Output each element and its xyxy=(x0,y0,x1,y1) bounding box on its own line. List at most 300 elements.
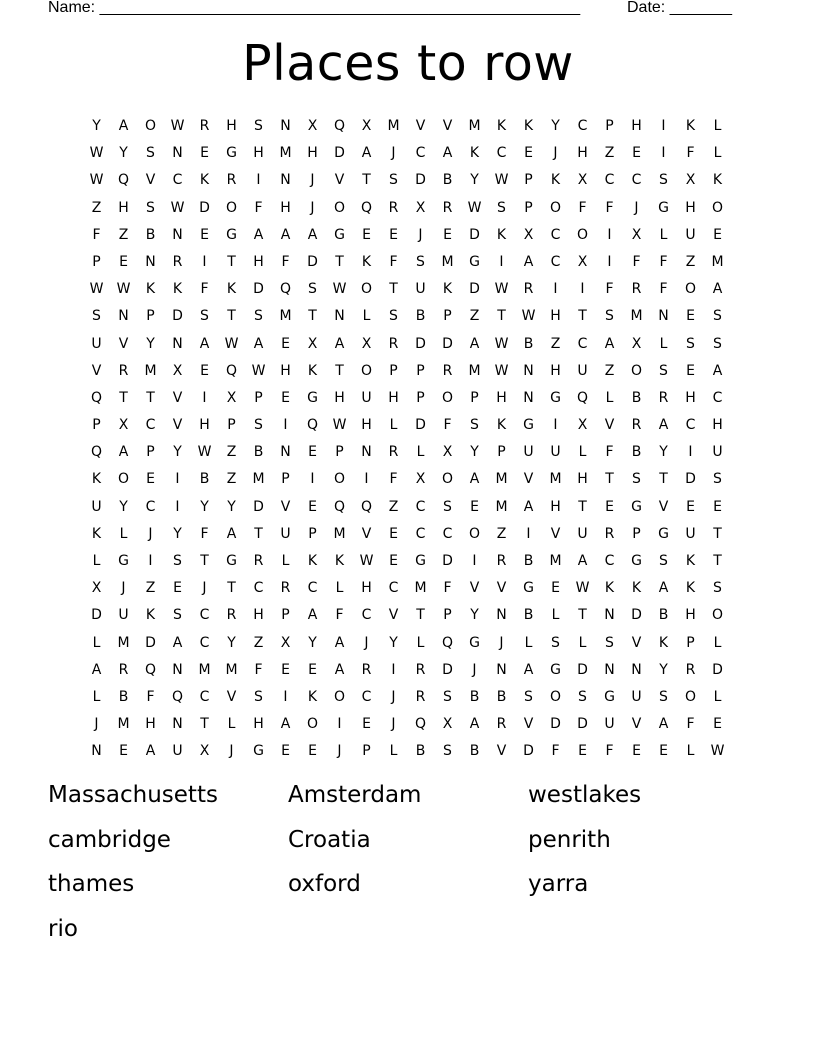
grid-letter: E xyxy=(200,226,209,243)
grid-letter: K xyxy=(334,553,345,569)
grid-letter: O xyxy=(117,471,130,488)
grid-letter: A xyxy=(118,444,129,461)
grid-letter: D xyxy=(442,553,453,569)
grid-letter: Q xyxy=(360,498,373,515)
grid-letter: H xyxy=(577,471,588,488)
grid-letter: V xyxy=(118,335,129,352)
grid-letter: J xyxy=(391,716,396,733)
grid-letter: Z xyxy=(604,362,615,379)
grid-letter: O xyxy=(360,281,373,298)
grid-letter: S xyxy=(254,118,263,134)
grid-letter: C xyxy=(415,498,426,515)
grid-letter: I xyxy=(607,253,612,270)
grid-letter: T xyxy=(335,362,344,379)
grid-letter: G xyxy=(415,553,426,569)
grid-letter: V xyxy=(631,634,642,651)
grid-letter: E xyxy=(713,498,722,515)
grid-letter: N xyxy=(604,607,615,624)
grid-letter: D xyxy=(415,172,426,189)
grid-letter: X xyxy=(91,580,102,597)
grid-letter: A xyxy=(523,661,534,678)
grid-letter: L xyxy=(578,444,587,461)
grid-letter: Y xyxy=(389,634,398,651)
grid-letter: Y xyxy=(173,444,182,461)
grid-letter: D xyxy=(415,335,426,352)
grid-letter: J xyxy=(364,634,369,651)
grid-letter: M xyxy=(117,716,130,733)
grid-letter: P xyxy=(254,389,263,406)
grid-letter: S xyxy=(713,308,722,325)
grid-letter: Y xyxy=(659,444,668,461)
grid-letter: U xyxy=(604,716,615,733)
grid-letter: N xyxy=(91,743,102,760)
grid-letter: F xyxy=(443,580,452,597)
grid-letter: T xyxy=(146,389,155,406)
grid-letter: O xyxy=(576,226,589,243)
grid-letter: V xyxy=(226,688,237,705)
grid-letter: P xyxy=(281,607,290,624)
word-list xyxy=(48,779,768,957)
grid-letter: L xyxy=(389,417,398,434)
grid-letter: G xyxy=(550,661,561,678)
grid-letter: S xyxy=(578,688,587,705)
grid-letter: S xyxy=(713,580,722,597)
grid-letter: G xyxy=(334,226,345,243)
grid-letter: A xyxy=(523,498,534,515)
grid-letter: M xyxy=(414,580,427,597)
grid-letter: B xyxy=(523,553,534,569)
grid-letter: E xyxy=(362,226,371,243)
grid-letter: X xyxy=(361,335,372,352)
grid-letter: Y xyxy=(308,634,317,651)
grid-letter: H xyxy=(253,716,264,733)
grid-letter: K xyxy=(469,145,480,162)
grid-letter: J xyxy=(391,145,396,162)
grid-letter: L xyxy=(686,743,695,760)
grid-letter: W xyxy=(575,580,590,597)
grid-letter: D xyxy=(415,417,426,434)
grid-letter: P xyxy=(443,308,452,325)
grid-letter: L xyxy=(416,634,425,651)
grid-letter: X xyxy=(577,172,588,189)
grid-letter: W xyxy=(494,172,509,189)
grid-letter: U xyxy=(415,281,426,298)
word-list-item: westlakes xyxy=(528,782,642,808)
grid-letter: W xyxy=(494,281,509,298)
grid-letter: P xyxy=(281,471,290,488)
grid-letter: X xyxy=(415,471,426,488)
grid-letter: M xyxy=(279,308,292,325)
word-list-item: oxford xyxy=(288,871,361,897)
grid-letter: R xyxy=(523,281,534,298)
grid-letter: T xyxy=(578,308,587,325)
grid-letter: W xyxy=(332,417,347,434)
grid-letter: B xyxy=(631,389,642,406)
grid-letter: F xyxy=(200,281,209,298)
grid-letter: F xyxy=(632,253,641,270)
grid-letter: M xyxy=(495,498,508,515)
grid-letter: E xyxy=(119,743,128,760)
grid-letter: C xyxy=(388,580,399,597)
grid-letter: E xyxy=(200,362,209,379)
grid-letter: B xyxy=(415,743,426,760)
grid-letter: D xyxy=(334,145,345,162)
grid-letter: J xyxy=(310,172,315,189)
grid-letter: D xyxy=(172,308,183,325)
grid-letter: M xyxy=(549,553,562,569)
grid-letter: R xyxy=(631,417,642,434)
grid-letter: Q xyxy=(333,118,346,134)
grid-letter: O xyxy=(333,199,346,216)
grid-letter: S xyxy=(713,335,722,352)
grid-letter: Y xyxy=(470,444,479,461)
grid-letter: U xyxy=(361,389,372,406)
grid-letter: G xyxy=(658,525,669,542)
grid-letter: A xyxy=(604,335,615,352)
grid-letter: T xyxy=(200,553,209,569)
grid-letter: N xyxy=(658,308,669,325)
grid-letter: S xyxy=(254,417,263,434)
grid-letter: V xyxy=(523,716,534,733)
grid-letter: A xyxy=(361,145,372,162)
grid-letter: X xyxy=(442,716,453,733)
grid-letter: I xyxy=(256,172,261,189)
grid-letter: T xyxy=(308,308,317,325)
grid-letter: V xyxy=(631,716,642,733)
grid-letter: N xyxy=(496,607,507,624)
grid-letter: V xyxy=(172,417,183,434)
grid-letter: I xyxy=(688,444,693,461)
grid-letter: R xyxy=(442,199,453,216)
grid-letter: H xyxy=(550,498,561,515)
grid-letter: I xyxy=(553,417,558,434)
grid-letter: K xyxy=(226,281,237,298)
grid-letter: I xyxy=(661,145,666,162)
grid-letter: G xyxy=(658,199,669,216)
grid-letter: H xyxy=(280,362,291,379)
grid-letter: P xyxy=(632,525,641,542)
grid-letter: H xyxy=(253,253,264,270)
grid-letter: F xyxy=(605,743,614,760)
grid-letter: T xyxy=(713,553,722,569)
grid-letter: K xyxy=(523,118,534,134)
grid-letter: A xyxy=(307,607,318,624)
grid-letter: V xyxy=(469,580,480,597)
grid-letter: Z xyxy=(685,253,696,270)
grid-letter: S xyxy=(308,281,317,298)
grid-letter: C xyxy=(172,172,183,189)
grid-letter: C xyxy=(199,607,210,624)
grid-letter: Y xyxy=(470,607,479,624)
grid-letter: Z xyxy=(388,498,399,515)
grid-letter: F xyxy=(578,199,587,216)
grid-letter: W xyxy=(467,199,482,216)
grid-letter: J xyxy=(634,199,639,216)
grid-letter: Q xyxy=(117,172,130,189)
grid-letter: S xyxy=(443,498,452,515)
grid-letter: Z xyxy=(253,634,264,651)
grid-letter: M xyxy=(144,362,157,379)
grid-letter: F xyxy=(281,253,290,270)
grid-letter: C xyxy=(577,335,588,352)
grid-letter: I xyxy=(175,498,180,515)
grid-letter: V xyxy=(91,362,102,379)
grid-letter: C xyxy=(415,525,426,542)
grid-letter: T xyxy=(659,471,668,488)
grid-letter: U xyxy=(280,525,291,542)
grid-letter: A xyxy=(658,417,669,434)
grid-letter: K xyxy=(442,281,453,298)
grid-letter: W xyxy=(251,362,266,379)
grid-letter: R xyxy=(442,362,453,379)
grid-letter: V xyxy=(523,471,534,488)
grid-letter: R xyxy=(388,199,399,216)
grid-letter: R xyxy=(226,607,237,624)
grid-letter: E xyxy=(281,335,290,352)
grid-letter: P xyxy=(443,607,452,624)
grid-letter: P xyxy=(686,634,695,651)
grid-letter: M xyxy=(441,253,454,270)
grid-letter: H xyxy=(307,145,318,162)
grid-letter: A xyxy=(712,281,723,298)
grid-letter: D xyxy=(631,607,642,624)
grid-letter: E xyxy=(281,389,290,406)
grid-letter: I xyxy=(580,281,585,298)
grid-letter: E xyxy=(551,580,560,597)
grid-letter: W xyxy=(89,281,104,298)
grid-letter: L xyxy=(335,580,344,597)
word-list-item: Massachusetts xyxy=(48,782,218,808)
grid-letter: E xyxy=(173,580,182,597)
grid-letter: T xyxy=(227,308,236,325)
grid-letter: O xyxy=(306,716,319,733)
grid-letter: K xyxy=(307,688,318,705)
grid-letter: V xyxy=(334,172,345,189)
grid-letter: W xyxy=(170,199,185,216)
grid-letter: S xyxy=(686,335,695,352)
grid-letter: F xyxy=(389,253,398,270)
grid-letter: P xyxy=(416,389,425,406)
grid-letter: P xyxy=(524,199,533,216)
grid-letter: L xyxy=(92,688,101,705)
grid-letter: V xyxy=(442,118,453,134)
grid-letter: N xyxy=(361,444,372,461)
grid-letter: T xyxy=(605,471,614,488)
grid-letter: U xyxy=(172,743,183,760)
grid-letter: N xyxy=(172,716,183,733)
grid-letter: A xyxy=(469,471,480,488)
grid-letter: Z xyxy=(91,199,102,216)
grid-letter: K xyxy=(496,118,507,134)
grid-letter: D xyxy=(91,607,102,624)
grid-letter: V xyxy=(604,417,615,434)
grid-letter: U xyxy=(631,688,642,705)
grid-letter: P xyxy=(92,253,101,270)
grid-letter: N xyxy=(172,661,183,678)
grid-letter: C xyxy=(550,226,561,243)
grid-letter: G xyxy=(550,389,561,406)
grid-letter: F xyxy=(92,226,101,243)
grid-letter: S xyxy=(659,553,668,569)
grid-letter: W xyxy=(89,145,104,162)
grid-letter: E xyxy=(713,716,722,733)
grid-letter: R xyxy=(415,661,426,678)
grid-letter: T xyxy=(119,389,128,406)
grid-letter: I xyxy=(202,389,207,406)
grid-letter: K xyxy=(496,417,507,434)
grid-letter: L xyxy=(281,553,290,569)
grid-letter: E xyxy=(281,661,290,678)
grid-letter: X xyxy=(577,417,588,434)
grid-letter: L xyxy=(416,444,425,461)
grid-letter: J xyxy=(337,743,342,760)
grid-letter: H xyxy=(712,417,723,434)
grid-letter: Z xyxy=(226,444,237,461)
grid-letter: H xyxy=(550,362,561,379)
grid-letter: U xyxy=(91,335,102,352)
grid-letter: E xyxy=(308,743,317,760)
grid-letter: Y xyxy=(173,525,182,542)
grid-letter: C xyxy=(550,253,561,270)
grid-letter: A xyxy=(280,226,291,243)
grid-letter: B xyxy=(253,444,264,461)
grid-letter: C xyxy=(496,145,507,162)
grid-letter: C xyxy=(685,417,696,434)
grid-letter: P xyxy=(308,525,317,542)
grid-letter: S xyxy=(659,172,668,189)
grid-letter: U xyxy=(685,226,696,243)
grid-letter: Q xyxy=(279,281,292,298)
grid-letter: G xyxy=(307,389,318,406)
grid-letter: A xyxy=(712,362,723,379)
grid-letter: E xyxy=(389,525,398,542)
grid-letter: J xyxy=(148,525,153,542)
grid-letter: E xyxy=(470,498,479,515)
grid-letter: N xyxy=(523,362,534,379)
grid-letter: K xyxy=(361,253,372,270)
grid-letter: T xyxy=(200,716,209,733)
grid-letter: Y xyxy=(146,335,155,352)
grid-letter: P xyxy=(470,389,479,406)
grid-letter: S xyxy=(146,199,155,216)
grid-letter: H xyxy=(577,145,588,162)
word-list-item: Croatia xyxy=(288,826,371,853)
grid-letter: B xyxy=(523,335,534,352)
grid-letter: E xyxy=(308,661,317,678)
grid-letter: F xyxy=(605,199,614,216)
grid-letter: E xyxy=(632,145,641,162)
grid-letter: T xyxy=(578,607,587,624)
grid-letter: Z xyxy=(118,226,129,243)
grid-letter: A xyxy=(226,525,237,542)
grid-letter: G xyxy=(631,498,642,515)
word-list-item: yarra xyxy=(528,871,589,897)
grid-letter: M xyxy=(198,661,211,678)
grid-letter: S xyxy=(497,199,506,216)
grid-letter: L xyxy=(605,389,614,406)
grid-letter: H xyxy=(388,389,399,406)
grid-letter: L xyxy=(389,743,398,760)
grid-letter: W xyxy=(89,172,104,189)
grid-letter: B xyxy=(145,226,156,243)
grid-letter: I xyxy=(472,553,477,569)
grid-letter: D xyxy=(469,226,480,243)
grid-letter: E xyxy=(686,498,695,515)
grid-letter: O xyxy=(360,362,373,379)
grid-letter: X xyxy=(199,743,210,760)
grid-letter: I xyxy=(283,417,288,434)
grid-letter: F xyxy=(146,688,155,705)
grid-letter: C xyxy=(604,553,615,569)
grid-letter: N xyxy=(172,145,183,162)
grid-letter: F xyxy=(200,525,209,542)
grid-letter: N xyxy=(523,389,534,406)
grid-letter: C xyxy=(199,688,210,705)
grid-letter: P xyxy=(362,743,371,760)
grid-letter: N xyxy=(280,118,291,134)
grid-letter: R xyxy=(199,118,210,134)
grid-letter: C xyxy=(415,145,426,162)
grid-letter: D xyxy=(469,281,480,298)
grid-letter: S xyxy=(605,634,614,651)
grid-letter: M xyxy=(630,308,643,325)
grid-letter: A xyxy=(253,335,264,352)
grid-letter: R xyxy=(415,688,426,705)
grid-letter: E xyxy=(605,498,614,515)
grid-letter: D xyxy=(307,253,318,270)
grid-letter: N xyxy=(280,172,291,189)
grid-letter: X xyxy=(631,335,642,352)
grid-letter: U xyxy=(523,444,534,461)
grid-letter: R xyxy=(118,661,129,678)
grid-letter: V xyxy=(388,607,399,624)
grid-letter: R xyxy=(253,553,264,569)
grid-letter: N xyxy=(280,444,291,461)
grid-letter: V xyxy=(415,118,426,134)
grid-letter: A xyxy=(523,253,534,270)
grid-letter: X xyxy=(118,417,129,434)
grid-letter: C xyxy=(631,172,642,189)
grid-letter: H xyxy=(226,118,237,134)
grid-letter: S xyxy=(254,308,263,325)
grid-letter: M xyxy=(225,661,238,678)
grid-letter: A xyxy=(334,661,345,678)
grid-letter: E xyxy=(443,226,452,243)
grid-letter: B xyxy=(658,607,669,624)
grid-letter: M xyxy=(252,471,265,488)
word-list-item: thames xyxy=(48,871,135,897)
grid-letter: R xyxy=(496,553,507,569)
grid-letter: H xyxy=(253,145,264,162)
grid-letter: V xyxy=(145,172,156,189)
grid-letter: S xyxy=(713,471,722,488)
grid-letter: Q xyxy=(171,688,184,705)
grid-letter: P xyxy=(335,444,344,461)
grid-letter: I xyxy=(607,226,612,243)
grid-letter: F xyxy=(335,607,344,624)
grid-letter: T xyxy=(497,308,506,325)
grid-letter: R xyxy=(280,580,291,597)
grid-letter: G xyxy=(226,553,237,569)
grid-letter: G xyxy=(253,743,264,760)
grid-letter: K xyxy=(685,553,696,569)
grid-letter: H xyxy=(685,607,696,624)
grid-letter: Y xyxy=(227,498,236,515)
grid-letter: P xyxy=(497,444,506,461)
grid-letter: T xyxy=(578,498,587,515)
grid-letter: B xyxy=(415,308,426,325)
grid-letter: F xyxy=(686,716,695,733)
